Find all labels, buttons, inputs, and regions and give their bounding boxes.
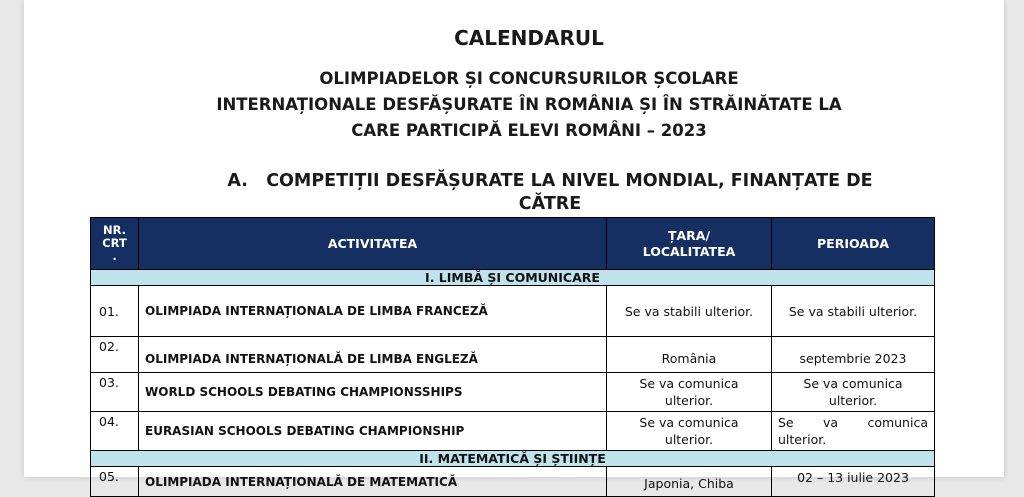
category-row [91, 270, 935, 286]
row-period: septembrie 2023 [772, 337, 935, 373]
row-country: România [607, 337, 772, 373]
row-number: 05. [91, 467, 139, 497]
row-number: 02. [91, 337, 139, 373]
header-period: PERIOADA [772, 218, 935, 270]
row-activity: EURASIAN SCHOOLS DEBATING CHAMPIONSHIP [139, 412, 607, 451]
header-activity: ACTIVITATEA [139, 218, 607, 270]
subtitle-line-1: OLIMPIADELOR ȘI CONCURSURILOR ȘCOLARE [319, 69, 739, 88]
row-number: 01. [91, 286, 139, 337]
table-row [91, 286, 935, 337]
row-activity: OLIMPIADA INTERNAȚIONALĂ DE MATEMATICĂ [139, 467, 607, 497]
table-row [91, 412, 935, 451]
document-page [24, 0, 1004, 491]
document-subtitle [0, 66, 1024, 144]
row-period: Se va stabili ulterior. [772, 286, 935, 337]
header-country: ȚARA/ LOCALITATEA [607, 218, 772, 270]
category-label: II. MATEMATICĂ ȘI ȘTIINȚE [91, 451, 935, 467]
section-letter: A. [227, 171, 248, 191]
subtitle-line-3: CARE PARTICIPĂ ELEVI ROMÂNI – 2023 [351, 121, 707, 140]
row-activity: OLIMPIADA INTERNAȚIONALA DE LIMBA FRANCEZĂ [139, 286, 607, 337]
header-nr-crt: NR. CRT . [91, 218, 139, 270]
row-activity: OLIMPIADA INTERNAȚIONALĂ DE LIMBA ENGLEZĂ [139, 337, 607, 373]
row-country: Se va stabili ulterior. [607, 286, 772, 337]
table-header-row [91, 218, 935, 270]
row-period: 02 – 13 iulie 2023 [772, 467, 935, 497]
table-row [91, 373, 935, 412]
table-row [91, 467, 935, 497]
section-heading-line-1 [210, 170, 890, 216]
calendar-table [90, 217, 935, 497]
table-row [91, 337, 935, 373]
row-activity: WORLD SCHOOLS DEBATING CHAMPIONSSHIPS [139, 373, 607, 412]
row-country: Se va comunica ulterior. [607, 412, 772, 451]
category-label: I. LIMBĂ ȘI COMUNICARE [91, 270, 935, 286]
row-number: 03. [91, 373, 139, 412]
category-row [91, 451, 935, 467]
row-period: Se va comunica ulterior. [772, 373, 935, 412]
row-number: 04. [91, 412, 139, 451]
row-country: Se va comunica ulterior. [607, 373, 772, 412]
section-title-line-1: COMPETIȚII DESFĂȘURATE LA NIVEL MONDIAL, FINANȚATE DE CĂTRE [266, 171, 873, 214]
row-period: Se va comunica ulterior. [772, 412, 935, 451]
subtitle-line-2: INTERNAȚIONALE DESFĂȘURATE ÎN ROMÂNIA ȘI ÎN STRĂINĂTATE LA [216, 95, 842, 114]
document-title: CALENDARUL [454, 26, 604, 50]
row-country: Japonia, Chiba [607, 467, 772, 497]
